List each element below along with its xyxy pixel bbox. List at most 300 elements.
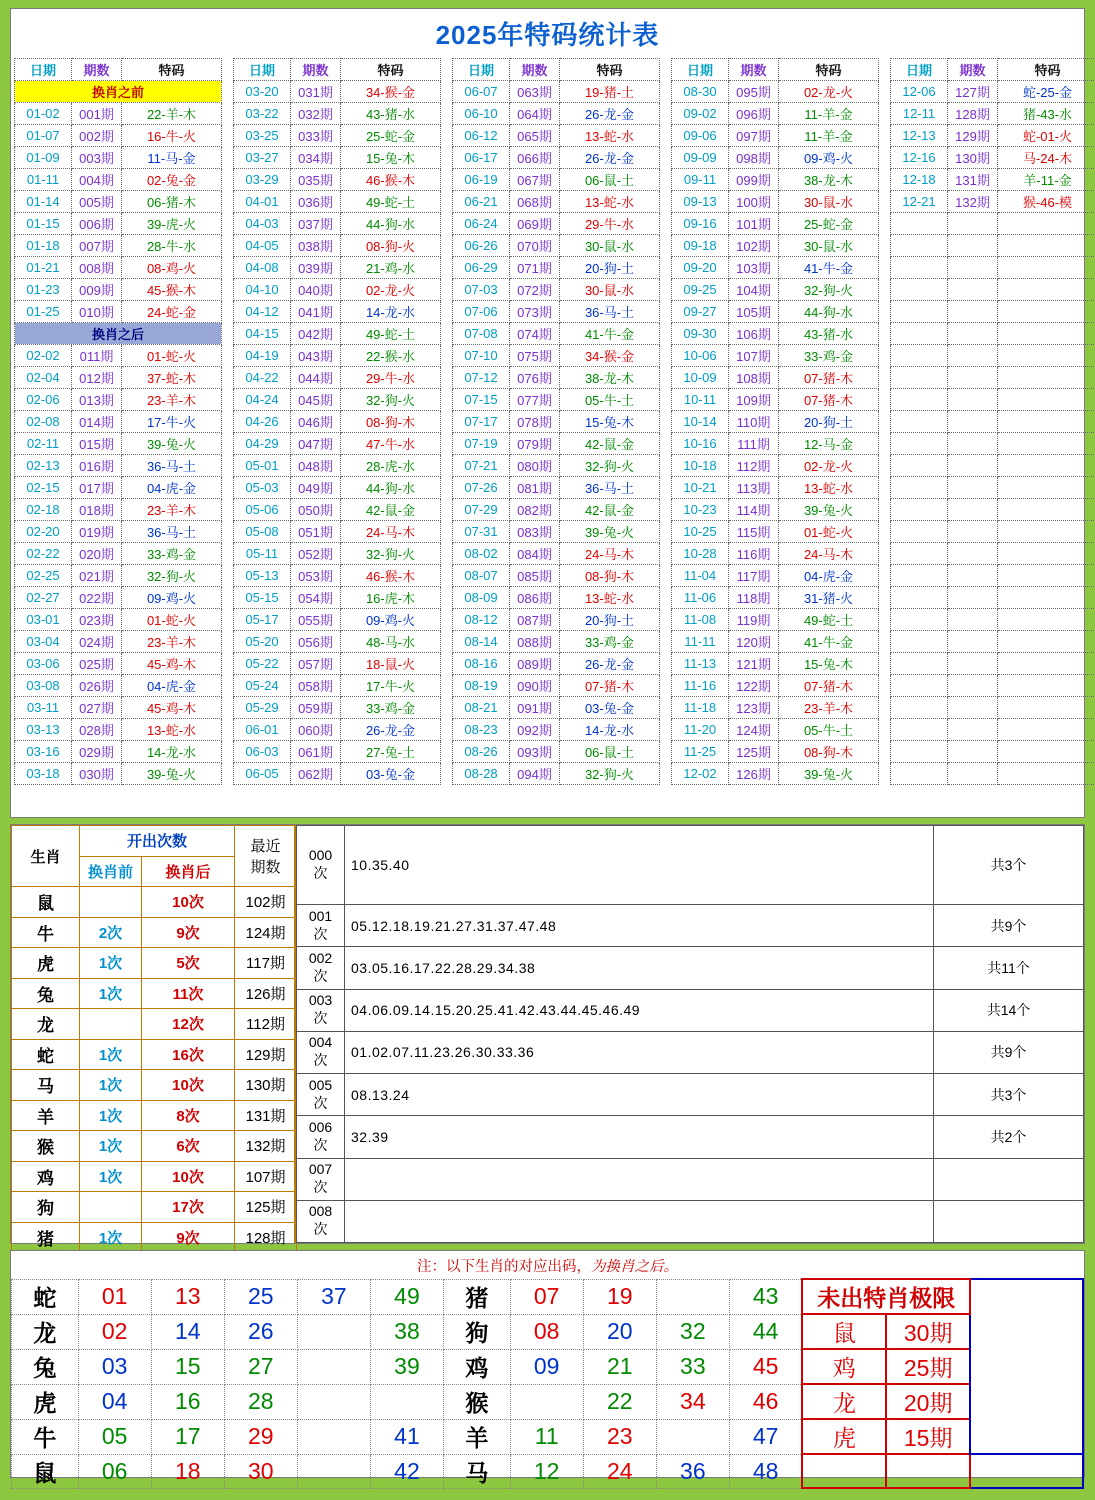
cell-date: 10-21 (672, 477, 729, 499)
omission-numbers: 04.06.09.14.15.20.25.41.42.43.44.45.46.49 (345, 989, 934, 1031)
cell-date (891, 301, 948, 323)
cell-code: 38-龙-木 (560, 367, 660, 389)
cell-issue: 071期 (510, 257, 560, 279)
cell-issue: 099期 (729, 169, 779, 191)
cell-issue (948, 345, 998, 367)
column-separator (222, 675, 234, 697)
cell-code: 28-牛-水 (122, 235, 222, 257)
right-number-cell: 43 (729, 1279, 802, 1314)
cell-date: 06-07 (453, 81, 510, 103)
cell-date: 11-25 (672, 741, 729, 763)
cell-code (998, 367, 1095, 389)
zodiac-number-row (12, 1314, 1084, 1349)
cell-date: 04-12 (234, 301, 291, 323)
cell-issue: 084期 (510, 543, 560, 565)
cell-code: 46-猴-木 (341, 169, 441, 191)
cell-issue: 014期 (72, 411, 122, 433)
left-zodiac-name: 虎 (12, 1384, 79, 1419)
left-number-cell: 18 (151, 1454, 224, 1488)
cell-date: 07-31 (453, 521, 510, 543)
cell-code: 13-蛇-水 (560, 125, 660, 147)
cell-code: 29-牛-水 (560, 213, 660, 235)
left-number-cell: 01 (78, 1279, 151, 1314)
cell-date: 02-13 (15, 455, 72, 477)
cell-date: 02-25 (15, 565, 72, 587)
cell-issue (948, 609, 998, 631)
cell-date: 08-26 (453, 741, 510, 763)
left-number-cell: 15 (151, 1349, 224, 1384)
cell-code: 41-牛-金 (779, 631, 879, 653)
column-separator (660, 389, 672, 411)
table-header-row (15, 59, 1095, 81)
cell-code: 32-狗-火 (779, 279, 879, 301)
cell-date: 05-24 (234, 675, 291, 697)
cell-issue: 006期 (72, 213, 122, 235)
column-separator (660, 455, 672, 477)
cell-code: 13-蛇-水 (560, 191, 660, 213)
cell-date: 09-13 (672, 191, 729, 213)
left-zodiac-name: 鼠 (12, 1454, 79, 1488)
column-separator (441, 433, 453, 455)
omission-numbers: 10.35.40 (345, 826, 934, 905)
cell-issue: 041期 (291, 301, 341, 323)
column-separator (879, 169, 891, 191)
cell-code: 23-羊-木 (122, 499, 222, 521)
table-row (15, 521, 1095, 543)
cell-issue (948, 455, 998, 477)
zodiac-count-before: 1次 (80, 978, 142, 1009)
cell-date: 09-06 (672, 125, 729, 147)
column-separator (441, 719, 453, 741)
cell-issue: 040期 (291, 279, 341, 301)
cell-date: 02-18 (15, 499, 72, 521)
cell-date: 03-11 (15, 697, 72, 719)
cell-date (891, 235, 948, 257)
cell-code: 04-虎-金 (122, 675, 222, 697)
draw-results-table (14, 58, 1095, 785)
cell-date: 08-12 (453, 609, 510, 631)
table-row (15, 301, 1095, 323)
header-date: 日期 (672, 59, 729, 81)
zodiac-count-after: 10次 (142, 1161, 235, 1192)
cell-issue: 038期 (291, 235, 341, 257)
zodiac-count-after: 10次 (142, 887, 235, 918)
omission-count (934, 1158, 1084, 1200)
column-separator (441, 103, 453, 125)
cell-code (998, 345, 1095, 367)
cell-code: 39-兔-火 (779, 763, 879, 785)
table-row (15, 433, 1095, 455)
column-separator (222, 345, 234, 367)
omission-row (297, 905, 1084, 947)
cell-code: 12-马-金 (779, 433, 879, 455)
cell-issue: 034期 (291, 147, 341, 169)
band-after-change: 换肖之后 (15, 323, 222, 345)
cell-issue: 123期 (729, 697, 779, 719)
cell-issue: 107期 (729, 345, 779, 367)
header-code: 特码 (779, 59, 879, 81)
cell-date (891, 213, 948, 235)
column-separator (222, 653, 234, 675)
cell-date (891, 741, 948, 763)
cell-code: 45-鸡-木 (122, 653, 222, 675)
right-number-cell: 32 (656, 1314, 729, 1349)
cell-issue (948, 411, 998, 433)
column-separator (222, 587, 234, 609)
cell-code: 06-鼠-土 (560, 741, 660, 763)
column-separator (879, 675, 891, 697)
left-number-cell: 41 (370, 1419, 443, 1454)
left-number-cell: 28 (224, 1384, 297, 1419)
right-number-cell: 20 (583, 1314, 656, 1349)
left-number-cell: 42 (370, 1454, 443, 1488)
cell-date (891, 565, 948, 587)
column-separator (660, 719, 672, 741)
column-separator (441, 587, 453, 609)
zodiac-number-map-table (11, 1278, 1084, 1489)
cell-issue: 056期 (291, 631, 341, 653)
cell-code: 14-龙-水 (560, 719, 660, 741)
column-separator (222, 521, 234, 543)
cell-code: 24-马-木 (560, 543, 660, 565)
column-separator (222, 389, 234, 411)
column-separator (222, 191, 234, 213)
cell-code: 24-马-木 (779, 543, 879, 565)
column-separator (879, 587, 891, 609)
column-separator (660, 147, 672, 169)
column-separator (879, 697, 891, 719)
cell-issue: 116期 (729, 543, 779, 565)
cell-code: 39-兔-火 (122, 433, 222, 455)
recent-line2: 期数 (250, 859, 281, 876)
cell-issue: 063期 (510, 81, 560, 103)
zodiac-name: 龙 (12, 1009, 80, 1040)
cell-date (891, 587, 948, 609)
cell-date: 02-04 (15, 367, 72, 389)
limit-blank-area (970, 1454, 1083, 1488)
cell-code: 33-鸡-金 (779, 345, 879, 367)
column-separator (441, 125, 453, 147)
zodiac-name: 羊 (12, 1100, 80, 1131)
cell-issue: 026期 (72, 675, 122, 697)
cell-date: 10-18 (672, 455, 729, 477)
omission-count: 共9个 (934, 905, 1084, 947)
right-zodiac-name: 猴 (444, 1384, 511, 1419)
cell-date: 02-02 (15, 345, 72, 367)
cell-code: 21-鸡-水 (341, 257, 441, 279)
cell-date: 05-29 (234, 697, 291, 719)
zodiac-name: 牛 (12, 917, 80, 948)
zodiac-recent-issue: 130期 (235, 1070, 297, 1101)
zodiac-header-recent (235, 826, 297, 887)
column-separator (660, 279, 672, 301)
omission-row (297, 1158, 1084, 1200)
cell-date: 12-13 (891, 125, 948, 147)
zodiac-row (12, 1070, 297, 1101)
cell-code: 25-蛇-金 (779, 213, 879, 235)
cell-code (998, 477, 1095, 499)
right-number-cell: 08 (510, 1314, 583, 1349)
cell-code: 15-兔-木 (779, 653, 879, 675)
cell-code: 44-狗-水 (341, 213, 441, 235)
cell-date: 07-15 (453, 389, 510, 411)
column-separator (879, 235, 891, 257)
column-separator (879, 411, 891, 433)
column-separator (441, 301, 453, 323)
cell-date: 02-15 (15, 477, 72, 499)
column-separator (879, 477, 891, 499)
limit-issues: 30期 (886, 1314, 970, 1349)
cell-issue: 045期 (291, 389, 341, 411)
cell-issue: 067期 (510, 169, 560, 191)
zodiac-number-row (12, 1384, 1084, 1419)
cell-date (891, 631, 948, 653)
table-row (15, 411, 1095, 433)
cell-issue: 069期 (510, 213, 560, 235)
cell-code: 22-羊-木 (122, 103, 222, 125)
column-separator (879, 345, 891, 367)
zodiac-count-after: 11次 (142, 978, 235, 1009)
zodiac-recent-issue: 112期 (235, 1009, 297, 1040)
cell-date: 06-29 (453, 257, 510, 279)
cell-date: 11-20 (672, 719, 729, 741)
zodiac-header-before: 换肖前 (80, 856, 142, 887)
cell-date: 03-27 (234, 147, 291, 169)
omission-panel (296, 825, 1084, 1243)
cell-date (891, 653, 948, 675)
zodiac-row (12, 887, 297, 918)
limit-zodiac: 鸡 (802, 1349, 886, 1384)
zodiac-row (12, 1009, 297, 1040)
zodiac-count-after: 9次 (142, 917, 235, 948)
right-number-cell: 12 (510, 1454, 583, 1488)
cell-code: 49-蛇-土 (341, 191, 441, 213)
cell-code: 01-蛇-火 (122, 609, 222, 631)
left-number-cell: 04 (78, 1384, 151, 1419)
column-separator (441, 763, 453, 785)
column-separator (660, 169, 672, 191)
cell-date: 07-26 (453, 477, 510, 499)
note-prefix: 注：以下生肖的对应出码， (417, 1259, 591, 1275)
left-number-cell: 26 (224, 1314, 297, 1349)
cell-code: 24-蛇-金 (122, 301, 222, 323)
cell-date: 09-20 (672, 257, 729, 279)
zodiac-row (12, 1131, 297, 1162)
column-separator (441, 213, 453, 235)
cell-issue: 106期 (729, 323, 779, 345)
cell-code: 41-牛-金 (779, 257, 879, 279)
cell-date: 06-10 (453, 103, 510, 125)
cell-date: 04-10 (234, 279, 291, 301)
column-separator (441, 235, 453, 257)
cell-code: 01-蛇-火 (779, 521, 879, 543)
column-separator (222, 169, 234, 191)
cell-date (891, 763, 948, 785)
right-zodiac-name: 马 (444, 1454, 511, 1488)
left-number-cell: 25 (224, 1279, 297, 1314)
cell-code: 13-蛇-水 (122, 719, 222, 741)
cell-date: 03-20 (234, 81, 291, 103)
table-row (15, 719, 1095, 741)
cell-code: 15-兔-木 (341, 147, 441, 169)
cell-issue: 020期 (72, 543, 122, 565)
table-row (15, 455, 1095, 477)
zodiac-count-after: 9次 (142, 1222, 235, 1253)
cell-date: 06-12 (453, 125, 510, 147)
cell-date: 01-15 (15, 213, 72, 235)
header-issue: 期数 (729, 59, 779, 81)
cell-issue (948, 323, 998, 345)
zodiac-recent-issue: 117期 (235, 948, 297, 979)
cell-date: 10-06 (672, 345, 729, 367)
column-separator (441, 59, 453, 81)
cell-date: 06-17 (453, 147, 510, 169)
left-number-cell (297, 1314, 370, 1349)
column-separator (660, 345, 672, 367)
cell-code (998, 235, 1095, 257)
bottom-section (10, 1250, 1085, 1486)
cell-issue: 037期 (291, 213, 341, 235)
header-date: 日期 (453, 59, 510, 81)
cell-date: 08-23 (453, 719, 510, 741)
zodiac-header-after: 换肖后 (142, 856, 235, 887)
cell-code: 06-猪-木 (122, 191, 222, 213)
cell-date: 06-24 (453, 213, 510, 235)
cell-code: 猴-46-模 (998, 191, 1095, 213)
cell-code (998, 609, 1095, 631)
cell-issue: 077期 (510, 389, 560, 411)
cell-code: 14-龙-水 (122, 741, 222, 763)
column-separator (660, 697, 672, 719)
zodiac-count-before: 1次 (80, 1039, 142, 1070)
column-separator (879, 81, 891, 103)
column-separator (879, 521, 891, 543)
column-separator (441, 257, 453, 279)
cell-code: 马-24-木 (998, 147, 1095, 169)
right-number-cell: 07 (510, 1279, 583, 1314)
cell-date: 03-25 (234, 125, 291, 147)
cell-code: 42-鼠-金 (560, 433, 660, 455)
column-separator (660, 191, 672, 213)
column-separator (879, 301, 891, 323)
cell-issue (948, 257, 998, 279)
cell-issue: 009期 (72, 279, 122, 301)
cell-date (891, 279, 948, 301)
cell-issue: 048期 (291, 455, 341, 477)
right-zodiac-name: 猪 (444, 1279, 511, 1314)
zodiac-count-after: 6次 (142, 1131, 235, 1162)
column-separator (222, 367, 234, 389)
zodiac-count-before: 1次 (80, 1131, 142, 1162)
column-separator (660, 653, 672, 675)
cell-issue: 089期 (510, 653, 560, 675)
zodiac-recent-issue: 131期 (235, 1100, 297, 1131)
table-row (15, 235, 1095, 257)
cell-issue: 075期 (510, 345, 560, 367)
cell-date (891, 477, 948, 499)
omission-label: 003次 (297, 989, 345, 1031)
cell-code (998, 499, 1095, 521)
zodiac-count-before: 1次 (80, 948, 142, 979)
omission-row (297, 1074, 1084, 1116)
column-separator (660, 125, 672, 147)
column-separator (222, 125, 234, 147)
cell-issue: 114期 (729, 499, 779, 521)
cell-code (998, 521, 1095, 543)
cell-date: 05-17 (234, 609, 291, 631)
cell-code: 羊-11-金 (998, 169, 1095, 191)
column-separator (441, 697, 453, 719)
cell-code: 44-狗-水 (341, 477, 441, 499)
cell-code: 39-兔-火 (779, 499, 879, 521)
cell-code: 蛇-25-金 (998, 81, 1095, 103)
zodiac-number-row (12, 1454, 1084, 1488)
cell-code: 37-蛇-木 (122, 367, 222, 389)
cell-code: 36-马-土 (560, 477, 660, 499)
cell-code: 48-马-水 (341, 631, 441, 653)
cell-date: 12-02 (672, 763, 729, 785)
cell-code: 27-兔-土 (341, 741, 441, 763)
cell-date: 09-16 (672, 213, 729, 235)
column-separator (879, 653, 891, 675)
column-separator (222, 631, 234, 653)
column-separator (441, 609, 453, 631)
cell-code: 30-鼠-水 (560, 279, 660, 301)
column-separator (660, 235, 672, 257)
cell-issue: 119期 (729, 609, 779, 631)
cell-code: 26-龙-金 (341, 719, 441, 741)
cell-issue: 004期 (72, 169, 122, 191)
omission-label: 002次 (297, 947, 345, 989)
column-separator (660, 367, 672, 389)
limit-blank-area (970, 1279, 1083, 1454)
zodiac-name: 猪 (12, 1222, 80, 1253)
cell-date (891, 389, 948, 411)
zodiac-recent-issue: 132期 (235, 1131, 297, 1162)
column-separator (441, 521, 453, 543)
cell-date: 07-08 (453, 323, 510, 345)
column-separator (441, 653, 453, 675)
zodiac-row (12, 978, 297, 1009)
cell-date: 08-14 (453, 631, 510, 653)
right-number-cell: 46 (729, 1384, 802, 1419)
column-separator (222, 719, 234, 741)
cell-date: 04-19 (234, 345, 291, 367)
cell-date: 02-08 (15, 411, 72, 433)
zodiac-name: 狗 (12, 1192, 80, 1223)
cell-code: 17-牛-火 (341, 675, 441, 697)
cell-code: 09-鸡-火 (341, 609, 441, 631)
right-number-cell: 44 (729, 1314, 802, 1349)
omission-row (297, 947, 1084, 989)
omission-count: 共14个 (934, 989, 1084, 1031)
limit-title: 未出特肖极限 (802, 1279, 970, 1314)
table-row (15, 345, 1095, 367)
right-number-cell: 33 (656, 1349, 729, 1384)
cell-code: 08-狗-木 (560, 565, 660, 587)
column-separator (879, 257, 891, 279)
omission-numbers (345, 1200, 934, 1242)
column-separator (222, 147, 234, 169)
column-separator (879, 433, 891, 455)
column-separator (441, 455, 453, 477)
cell-issue (948, 763, 998, 785)
zodiac-count-before (80, 887, 142, 918)
cell-issue: 081期 (510, 477, 560, 499)
cell-date (891, 455, 948, 477)
cell-issue: 068期 (510, 191, 560, 213)
cell-date: 12-18 (891, 169, 948, 191)
